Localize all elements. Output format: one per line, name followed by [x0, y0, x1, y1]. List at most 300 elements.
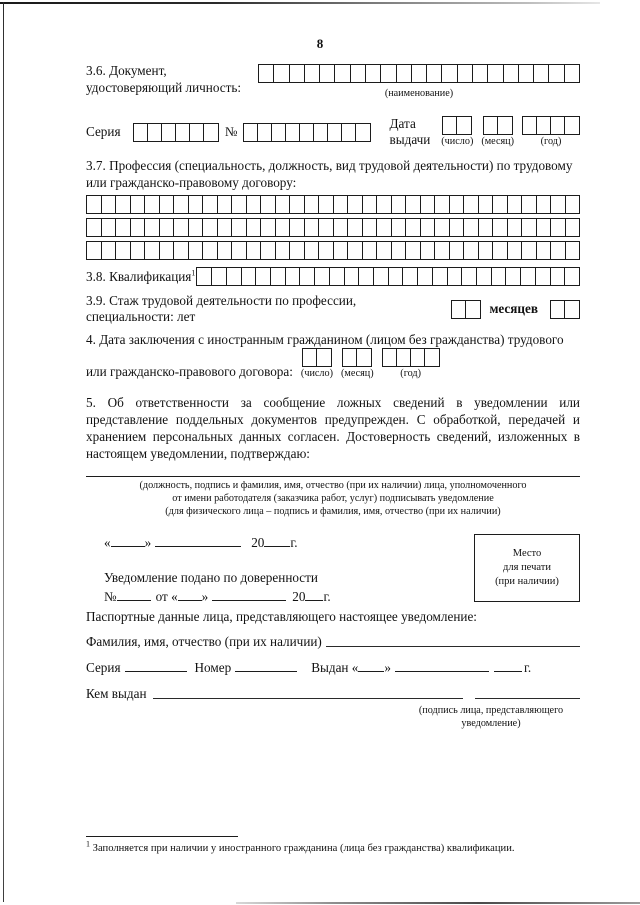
- page-number: 8: [316, 36, 324, 51]
- proxy-year-suffix: г.: [323, 589, 331, 604]
- passport-issued-year-suffix: г.: [523, 660, 532, 675]
- proxy-year-prefix: 20: [292, 589, 306, 604]
- comb-cell[interactable]: [290, 196, 305, 213]
- comb-cell[interactable]: [427, 65, 442, 82]
- experience-years-comb[interactable]: [451, 300, 481, 319]
- comb-cell[interactable]: [320, 65, 335, 82]
- passport-fio-label: Фамилия, имя, отчество (при их наличии): [86, 634, 322, 649]
- section-4: [86, 331, 580, 380]
- comb-cell[interactable]: [392, 219, 407, 236]
- issue-date-day-comb[interactable]: [442, 116, 472, 135]
- comb-cell[interactable]: [174, 196, 189, 213]
- proxy-month-blank[interactable]: [212, 588, 286, 601]
- stamp-placeholder-box: [474, 534, 580, 602]
- comb-cell[interactable]: [232, 219, 247, 236]
- signing-date-quote-close: »: [144, 535, 152, 550]
- proxy-year-blank[interactable]: [305, 588, 323, 601]
- section-5: [86, 394, 580, 518]
- comb-cell[interactable]: [508, 242, 523, 259]
- contract-date-month-caption: (месяц): [340, 368, 374, 379]
- comb-cell[interactable]: [389, 268, 404, 285]
- signing-date-quote-open: «: [104, 535, 111, 550]
- passport-issued-day-blank[interactable]: [358, 659, 384, 672]
- comb-cell[interactable]: [335, 65, 350, 82]
- comb-cell[interactable]: [377, 242, 392, 259]
- comb-cell[interactable]: [418, 268, 433, 285]
- comb-cell[interactable]: [218, 242, 233, 259]
- comb-cell[interactable]: [145, 242, 160, 259]
- comb-cell[interactable]: [421, 219, 436, 236]
- comb-cell[interactable]: [160, 219, 175, 236]
- stamp-line3: (при наличии): [495, 576, 559, 587]
- comb-cell[interactable]: [218, 196, 233, 213]
- comb-cell[interactable]: [551, 301, 565, 318]
- comb-cell[interactable]: [102, 242, 117, 259]
- comb-cell[interactable]: [462, 268, 477, 285]
- comb-cell[interactable]: [498, 117, 512, 134]
- comb-cell[interactable]: [519, 65, 534, 82]
- passport-series-blank[interactable]: [125, 659, 187, 672]
- comb-cell[interactable]: [315, 268, 330, 285]
- section-3-7-label-line2: или гражданско-правовому договору:: [86, 175, 297, 190]
- comb-cell[interactable]: [176, 124, 190, 141]
- series-number-date-row: [86, 116, 580, 148]
- contract-date-year-group: [382, 348, 440, 380]
- issue-date-day-caption: (число): [441, 136, 474, 147]
- comb-cell[interactable]: [174, 242, 189, 259]
- comb-cell[interactable]: [305, 65, 320, 82]
- document-name-comb-cells[interactable]: [258, 64, 580, 83]
- comb-cell[interactable]: [366, 65, 381, 82]
- passport-issued-label: Выдан: [311, 660, 349, 675]
- comb-cell[interactable]: [406, 196, 421, 213]
- contract-date-month-group: [341, 348, 374, 380]
- comb-cell[interactable]: [381, 65, 396, 82]
- contract-date-day-caption: (число): [300, 368, 333, 379]
- section-5-paragraph: 5. Об ответственности за сообщение ложных сведений в уведомлении или представление поддельных документов предупрежден. С обработкой, передачей и хранением персональных данных согласен. Достоверность сведений, изложенных в настоящем уведомлении, подтверждаю:: [86, 395, 580, 461]
- passport-fio-line: [86, 633, 580, 650]
- comb-cell[interactable]: [286, 268, 301, 285]
- footnote-marker: 1: [86, 839, 90, 849]
- comb-cell[interactable]: [549, 65, 564, 82]
- contract-date-year-caption: (год): [400, 368, 421, 379]
- section-3-7: [86, 157, 580, 260]
- signing-date-day-blank[interactable]: [111, 534, 145, 547]
- comb-cell[interactable]: [493, 242, 508, 259]
- issue-date-year-caption: (год): [540, 136, 562, 147]
- signature-caption-line1: (должность, подпись и фамилия, имя, отчество (при их наличии) лица, уполномоченного: [139, 480, 527, 491]
- comb-cell[interactable]: [537, 117, 551, 134]
- issue-date-groups: [441, 116, 580, 148]
- comb-cell[interactable]: [551, 117, 565, 134]
- comb-cell[interactable]: [537, 242, 552, 259]
- comb-cell[interactable]: [356, 124, 370, 141]
- comb-cell[interactable]: [305, 242, 320, 259]
- comb-cell[interactable]: [435, 196, 450, 213]
- comb-cell[interactable]: [334, 242, 349, 259]
- comb-cell[interactable]: [443, 117, 457, 134]
- comb-cell[interactable]: [565, 301, 579, 318]
- contract-date-month-comb[interactable]: [342, 348, 372, 367]
- signing-date-year-prefix: 20: [251, 535, 265, 550]
- section-4-label-line1: 4. Дата заключения с иностранным гражданином (лицом без гражданства) трудового: [86, 332, 564, 347]
- comb-cell[interactable]: [363, 196, 378, 213]
- comb-cell[interactable]: [348, 219, 363, 236]
- passport-issued-year-blank[interactable]: [494, 659, 522, 672]
- footnote-separator: [86, 836, 238, 837]
- comb-cell[interactable]: [479, 219, 494, 236]
- comb-cell[interactable]: [464, 242, 479, 259]
- comb-cell[interactable]: [189, 219, 204, 236]
- passport-issued-by-blank[interactable]: [153, 698, 463, 699]
- comb-cell[interactable]: [290, 219, 305, 236]
- comb-cell[interactable]: [492, 268, 507, 285]
- comb-cell[interactable]: [190, 124, 204, 141]
- comb-cell[interactable]: [256, 268, 271, 285]
- comb-cell[interactable]: [162, 124, 176, 141]
- comb-cell[interactable]: [242, 268, 257, 285]
- comb-cell[interactable]: [551, 268, 566, 285]
- comb-cell[interactable]: [317, 349, 331, 366]
- passport-issued-by-line: [86, 685, 580, 702]
- issue-date-month-comb[interactable]: [483, 116, 513, 135]
- signature-caption-line3: (для физического лица – подпись и фамилия, имя, отчество (при их наличии): [165, 506, 501, 517]
- number-label: №: [224, 124, 238, 139]
- comb-cell[interactable]: [305, 219, 320, 236]
- comb-cell[interactable]: [523, 117, 537, 134]
- comb-cell[interactable]: [227, 268, 242, 285]
- comb-cell[interactable]: [536, 268, 551, 285]
- stamp-line2: для печати: [503, 562, 551, 573]
- comb-cell[interactable]: [290, 65, 305, 82]
- passport-title: Паспортные данные лица, представляющего настоящее уведомление:: [86, 609, 477, 624]
- comb-cell[interactable]: [102, 219, 117, 236]
- comb-cell[interactable]: [450, 219, 465, 236]
- section-3-8-label: [86, 268, 195, 285]
- comb-cell[interactable]: [148, 124, 162, 141]
- comb-cell[interactable]: [244, 124, 258, 141]
- comb-cell[interactable]: [566, 196, 580, 213]
- passport-series-number-line: [86, 659, 580, 676]
- comb-cell[interactable]: [363, 242, 378, 259]
- section-3-7-label-line1: 3.7. Профессия (специальность, должность, вид трудовой деятельности) по трудовому: [86, 158, 573, 173]
- proxy-number-label: №: [104, 589, 117, 604]
- comb-cell[interactable]: [203, 196, 218, 213]
- comb-cell[interactable]: [247, 196, 262, 213]
- proxy-number-blank[interactable]: [117, 588, 151, 601]
- passport-issued-by-label: Кем выдан: [86, 686, 147, 701]
- series-comb[interactable]: [133, 123, 219, 142]
- comb-cell[interactable]: [203, 242, 218, 259]
- comb-cell[interactable]: [406, 242, 421, 259]
- issue-date-year-group: [522, 116, 580, 148]
- number-comb[interactable]: [243, 123, 371, 142]
- comb-cell[interactable]: [435, 219, 450, 236]
- contract-date-day-comb[interactable]: [302, 348, 332, 367]
- comb-cell[interactable]: [521, 268, 536, 285]
- issue-date-label: Дата выдачи: [389, 116, 431, 147]
- comb-cell[interactable]: [247, 242, 262, 259]
- section-4-label-line2: или гражданско-правового договора:: [86, 364, 293, 379]
- signature-caption-line2: от имени работодателя (заказчика работ, услуг) подписывать уведомление: [172, 493, 494, 504]
- comb-cell[interactable]: [566, 219, 580, 236]
- comb-cell[interactable]: [261, 219, 276, 236]
- comb-cell[interactable]: [466, 301, 480, 318]
- date-and-stamp-block: [86, 534, 580, 606]
- comb-cell[interactable]: [473, 65, 488, 82]
- comb-cell[interactable]: [392, 196, 407, 213]
- issue-date-year-comb[interactable]: [522, 116, 580, 135]
- form-content: [86, 62, 580, 730]
- comb-cell[interactable]: [534, 65, 549, 82]
- signature-rule[interactable]: [86, 476, 580, 477]
- comb-cell[interactable]: [204, 124, 218, 141]
- signing-date-year-blank[interactable]: [264, 534, 290, 547]
- comb-cell[interactable]: [421, 242, 436, 259]
- comb-cell[interactable]: [342, 124, 356, 141]
- comb-cell[interactable]: [433, 268, 448, 285]
- comb-cell[interactable]: [565, 268, 579, 285]
- comb-cell[interactable]: [357, 349, 371, 366]
- comb-cell[interactable]: [131, 196, 146, 213]
- comb-cell[interactable]: [314, 124, 328, 141]
- comb-cell[interactable]: [537, 219, 552, 236]
- comb-cell[interactable]: [566, 242, 580, 259]
- comb-cell[interactable]: [203, 219, 218, 236]
- comb-cell[interactable]: [189, 196, 204, 213]
- comb-cell[interactable]: [359, 268, 374, 285]
- comb-cell[interactable]: [261, 196, 276, 213]
- comb-cell[interactable]: [102, 196, 117, 213]
- passport-issued-quote-open: «: [351, 660, 359, 675]
- comb-cell[interactable]: [403, 268, 418, 285]
- section-3-8: [86, 267, 580, 286]
- contract-date-day-group: [301, 348, 333, 380]
- comb-cell[interactable]: [484, 117, 498, 134]
- passport-signature-caption: [86, 704, 580, 730]
- passport-issued-quote-close: »: [384, 660, 391, 675]
- comb-cell[interactable]: [435, 242, 450, 259]
- comb-cell[interactable]: [504, 65, 519, 82]
- comb-cell[interactable]: [131, 219, 146, 236]
- profession-comb-row-2[interactable]: [86, 218, 580, 237]
- issue-date-day-group: [441, 116, 473, 148]
- section-4-date-row: [86, 348, 580, 380]
- comb-cell[interactable]: [383, 349, 397, 366]
- proxy-from-label: от: [155, 589, 168, 604]
- comb-cell[interactable]: [232, 196, 247, 213]
- comb-cell[interactable]: [334, 196, 349, 213]
- profession-comb-cells-1[interactable]: [86, 195, 580, 214]
- comb-cell[interactable]: [145, 196, 160, 213]
- comb-cell[interactable]: [87, 219, 102, 236]
- comb-cell[interactable]: [425, 349, 439, 366]
- passport-number-blank[interactable]: [235, 659, 297, 672]
- proxy-title: Уведомление подано по доверенности: [104, 570, 318, 585]
- comb-cell[interactable]: [319, 196, 334, 213]
- footnote-text: [86, 839, 580, 856]
- comb-cell[interactable]: [276, 196, 291, 213]
- comb-cell[interactable]: [328, 124, 342, 141]
- section-3-9-label: 3.9. Стаж трудовой деятельности по профессии, специальности: лет: [86, 293, 357, 324]
- comb-cell[interactable]: [411, 349, 425, 366]
- section-3-6: [86, 62, 580, 106]
- section-3-6-label: [86, 62, 258, 96]
- comb-cell[interactable]: [522, 219, 537, 236]
- proxy-day-blank[interactable]: [178, 588, 202, 601]
- passport-signature-caption-line2: уведомление): [461, 718, 521, 729]
- comb-cell[interactable]: [457, 117, 471, 134]
- comb-cell[interactable]: [345, 268, 360, 285]
- comb-cell[interactable]: [363, 219, 378, 236]
- contract-date-groups: [301, 348, 448, 380]
- comb-cell[interactable]: [212, 268, 227, 285]
- comb-cell[interactable]: [522, 196, 537, 213]
- comb-cell[interactable]: [116, 242, 131, 259]
- comb-cell[interactable]: [488, 65, 503, 82]
- comb-cell[interactable]: [189, 242, 204, 259]
- signing-date-month-blank[interactable]: [155, 534, 241, 547]
- comb-cell[interactable]: [397, 65, 412, 82]
- comb-cell[interactable]: [508, 196, 523, 213]
- profession-comb-row-1[interactable]: [86, 195, 580, 214]
- proxy-quote-close: »: [201, 589, 209, 604]
- profession-comb-cells-3[interactable]: [86, 241, 580, 260]
- comb-cell[interactable]: [160, 196, 175, 213]
- comb-cell[interactable]: [197, 268, 212, 285]
- comb-cell[interactable]: [406, 219, 421, 236]
- profession-comb-cells-2[interactable]: [86, 218, 580, 237]
- comb-cell[interactable]: [174, 219, 189, 236]
- comb-cell[interactable]: [464, 219, 479, 236]
- section-3-6-label-line2: удостоверяющий личность:: [86, 80, 242, 95]
- passport-number-label: Номер: [194, 660, 232, 675]
- comb-cell[interactable]: [348, 196, 363, 213]
- issue-date-month-caption: (месяц): [481, 136, 515, 147]
- comb-cell[interactable]: [218, 219, 233, 236]
- comb-cell[interactable]: [87, 242, 102, 259]
- passport-issued-month-blank[interactable]: [395, 659, 489, 672]
- comb-cell[interactable]: [377, 196, 392, 213]
- footnote-body: Заполняется при наличии у иностранного гражданина (лица без гражданства) квалификации.: [92, 843, 515, 854]
- comb-cell[interactable]: [160, 242, 175, 259]
- comb-cell[interactable]: [305, 196, 320, 213]
- qualification-comb[interactable]: [196, 267, 580, 286]
- section-3-8-footnote-marker: 1: [191, 268, 196, 278]
- comb-cell[interactable]: [319, 242, 334, 259]
- section-3-8-label-text: 3.8. Квалификация: [86, 269, 192, 284]
- comb-cell[interactable]: [565, 65, 579, 82]
- comb-cell[interactable]: [330, 268, 345, 285]
- comb-cell[interactable]: [551, 196, 566, 213]
- comb-cell[interactable]: [272, 124, 286, 141]
- comb-cell[interactable]: [508, 219, 523, 236]
- comb-cell[interactable]: [300, 268, 315, 285]
- comb-cell[interactable]: [271, 268, 286, 285]
- comb-cell[interactable]: [351, 65, 366, 82]
- comb-cell[interactable]: [276, 242, 291, 259]
- comb-cell[interactable]: [479, 196, 494, 213]
- comb-cell[interactable]: [247, 219, 262, 236]
- comb-cell[interactable]: [116, 219, 131, 236]
- profession-comb-row-3[interactable]: [86, 241, 580, 260]
- comb-cell[interactable]: [290, 242, 305, 259]
- comb-cell[interactable]: [448, 268, 463, 285]
- comb-cell[interactable]: [493, 196, 508, 213]
- comb-cell[interactable]: [286, 124, 300, 141]
- comb-cell[interactable]: [522, 242, 537, 259]
- proxy-quote-open: «: [171, 589, 178, 604]
- document-name-comb[interactable]: [258, 64, 580, 83]
- comb-cell[interactable]: [258, 124, 272, 141]
- comb-cell[interactable]: [303, 349, 317, 366]
- comb-cell[interactable]: [412, 65, 427, 82]
- comb-cell[interactable]: [319, 219, 334, 236]
- series-label: Серия: [86, 124, 121, 139]
- comb-cell[interactable]: [134, 124, 148, 141]
- comb-cell[interactable]: [464, 196, 479, 213]
- comb-cell[interactable]: [506, 268, 521, 285]
- comb-cell[interactable]: [374, 268, 389, 285]
- comb-cell[interactable]: [565, 117, 579, 134]
- signing-date-year-suffix: г.: [290, 535, 298, 550]
- passport-fio-blank[interactable]: [326, 646, 580, 647]
- comb-cell[interactable]: [274, 65, 289, 82]
- comb-cell[interactable]: [343, 349, 357, 366]
- comb-cell[interactable]: [458, 65, 473, 82]
- comb-cell[interactable]: [261, 242, 276, 259]
- comb-cell[interactable]: [479, 242, 494, 259]
- comb-cell[interactable]: [493, 219, 508, 236]
- comb-cell[interactable]: [334, 219, 349, 236]
- comb-cell[interactable]: [131, 242, 146, 259]
- comb-cell[interactable]: [232, 242, 247, 259]
- comb-cell[interactable]: [87, 196, 102, 213]
- passport-series-label: Серия: [86, 660, 121, 675]
- comb-cell[interactable]: [452, 301, 466, 318]
- comb-cell[interactable]: [450, 196, 465, 213]
- comb-cell[interactable]: [300, 124, 314, 141]
- signature-rule-line[interactable]: [86, 476, 580, 477]
- comb-cell[interactable]: [392, 242, 407, 259]
- comb-cell[interactable]: [450, 242, 465, 259]
- comb-cell[interactable]: [276, 219, 291, 236]
- experience-months-label: месяцев: [489, 301, 538, 316]
- comb-cell[interactable]: [477, 268, 492, 285]
- comb-cell[interactable]: [145, 219, 160, 236]
- contract-date-year-comb[interactable]: [382, 348, 440, 367]
- comb-cell[interactable]: [537, 196, 552, 213]
- comb-cell[interactable]: [421, 196, 436, 213]
- comb-cell[interactable]: [377, 219, 392, 236]
- comb-cell[interactable]: [551, 242, 566, 259]
- section-3-6-label-line1: 3.6. Документ,: [86, 63, 167, 78]
- document-name-caption: (наименование): [384, 88, 454, 99]
- passport-signature-caption-line1: (подпись лица, представляющего: [418, 705, 564, 716]
- issue-date-month-group: [481, 116, 514, 148]
- section-3-9: [86, 293, 580, 325]
- footnote-block: [86, 836, 580, 856]
- stamp-line1: Место: [512, 548, 542, 559]
- comb-cell[interactable]: [551, 219, 566, 236]
- comb-cell[interactable]: [397, 349, 411, 366]
- comb-cell[interactable]: [259, 65, 274, 82]
- comb-cell[interactable]: [116, 196, 131, 213]
- comb-cell[interactable]: [442, 65, 457, 82]
- passport-signature-blank[interactable]: [475, 698, 581, 699]
- comb-cell[interactable]: [348, 242, 363, 259]
- experience-months-comb[interactable]: [550, 300, 580, 319]
